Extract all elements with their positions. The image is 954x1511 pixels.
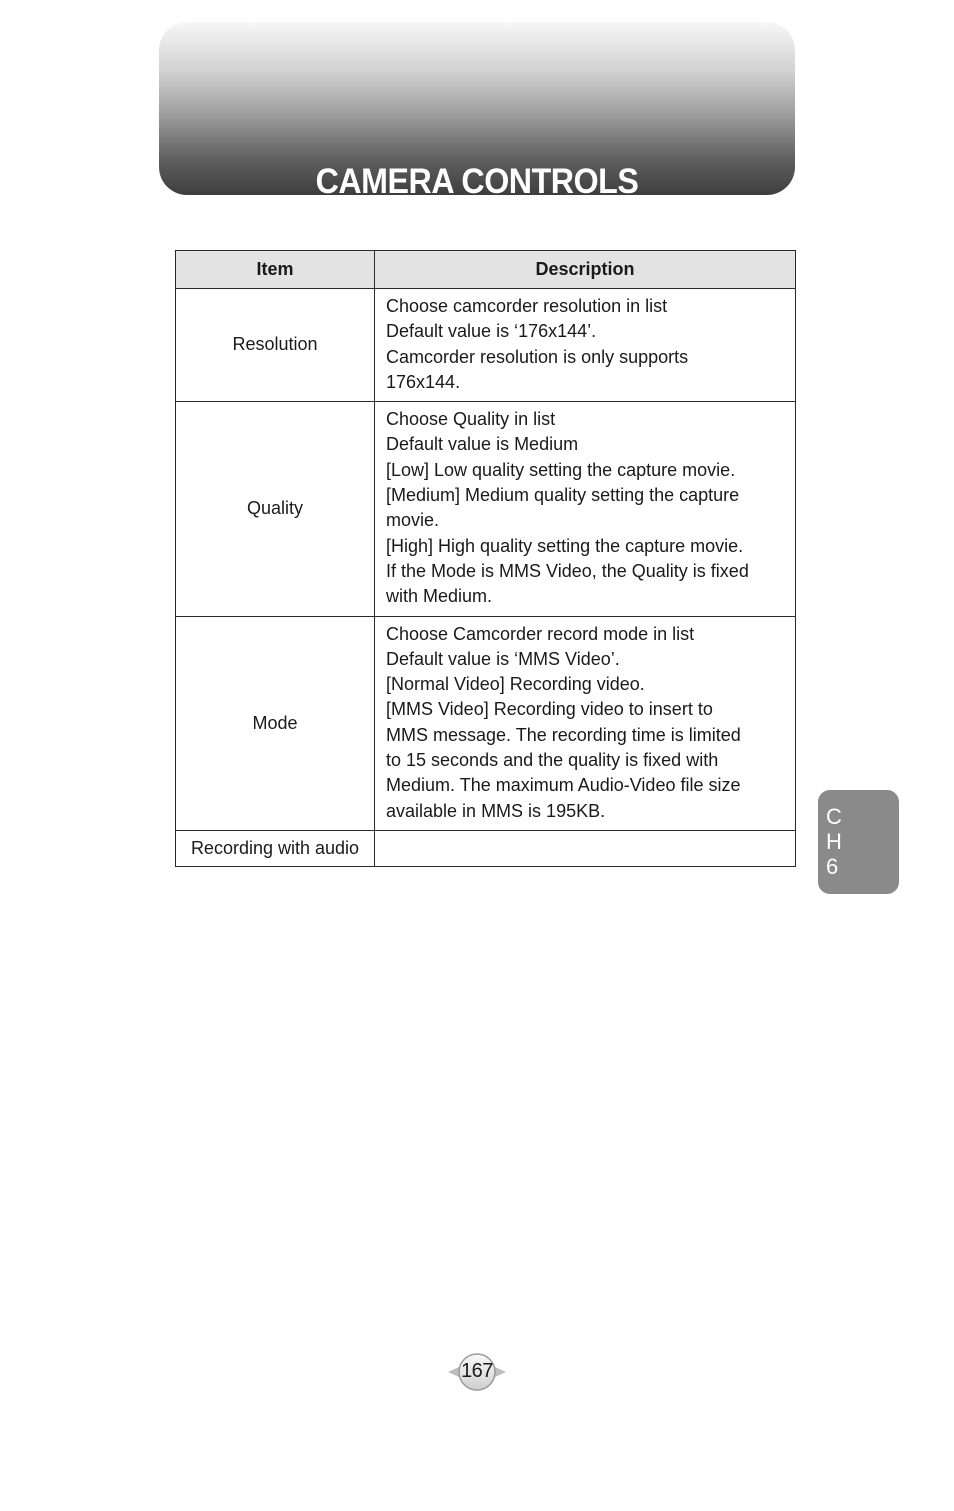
item-cell-quality: Quality	[176, 402, 375, 616]
description-line: Choose camcorder resolution in list	[386, 296, 668, 316]
column-header-item: Item	[176, 251, 375, 289]
column-header-description: Description	[375, 251, 796, 289]
description-line: Medium. The maximum Audio-Video file size	[386, 775, 741, 796]
description-line: Choose Quality in list	[386, 409, 556, 430]
description-line: [MMS Video] Recording video to insert to	[386, 699, 713, 720]
description-line: [Medium] Medium quality setting the capture	[386, 485, 740, 506]
description-cell-resolution	[375, 289, 796, 402]
chapter-tab-letter: C	[826, 804, 842, 829]
description-cell-quality	[375, 402, 796, 616]
item-cell-resolution: Resolution	[176, 289, 375, 402]
description-line: available in MMS is 195KB.	[386, 800, 606, 821]
page-title: CAMERA CONTROLS	[315, 162, 639, 201]
description-line: Default value is Medium	[386, 434, 579, 455]
chapter-tab-letter: H	[826, 829, 842, 854]
description-line: [Low] Low quality setting the capture movie.	[386, 459, 736, 480]
chapter-tab-number: 6	[826, 854, 839, 879]
description-cell-recording-with-audio	[375, 830, 796, 866]
camera-controls-table	[175, 250, 796, 867]
description-line: If the Mode is MMS Video, the Quality is fixed	[386, 560, 749, 581]
page-number	[447, 1352, 507, 1392]
description-line: Default value is ‘MMS Video’.	[386, 648, 620, 669]
description-line: with Medium.	[386, 586, 493, 607]
chapter-tab	[818, 790, 899, 894]
table-row	[176, 289, 796, 402]
description-line: [Normal Video] Recording video.	[386, 674, 645, 695]
page-number-text: 167	[461, 1360, 493, 1382]
description-cell-mode	[375, 616, 796, 830]
table-row	[176, 830, 796, 866]
table-row	[176, 616, 796, 830]
description-line: Camcorder resolution is only supports	[386, 346, 689, 367]
description-line: Default value is ‘176x144’.	[386, 321, 597, 342]
item-cell-recording-with-audio: Recording with audio	[176, 830, 375, 866]
description-line: Choose Camcorder record mode in list	[386, 623, 695, 644]
table-row	[176, 402, 796, 616]
description-line: 176x144.	[386, 371, 461, 392]
description-line: movie.	[386, 510, 440, 531]
table-header-row	[176, 251, 796, 289]
description-line: to 15 seconds and the quality is fixed with	[386, 750, 719, 771]
item-cell-mode: Mode	[176, 616, 375, 830]
description-line: MMS message. The recording time is limited	[386, 724, 741, 745]
chapter-header-banner	[159, 22, 795, 201]
description-line: [High] High quality setting the capture movie.	[386, 535, 744, 556]
